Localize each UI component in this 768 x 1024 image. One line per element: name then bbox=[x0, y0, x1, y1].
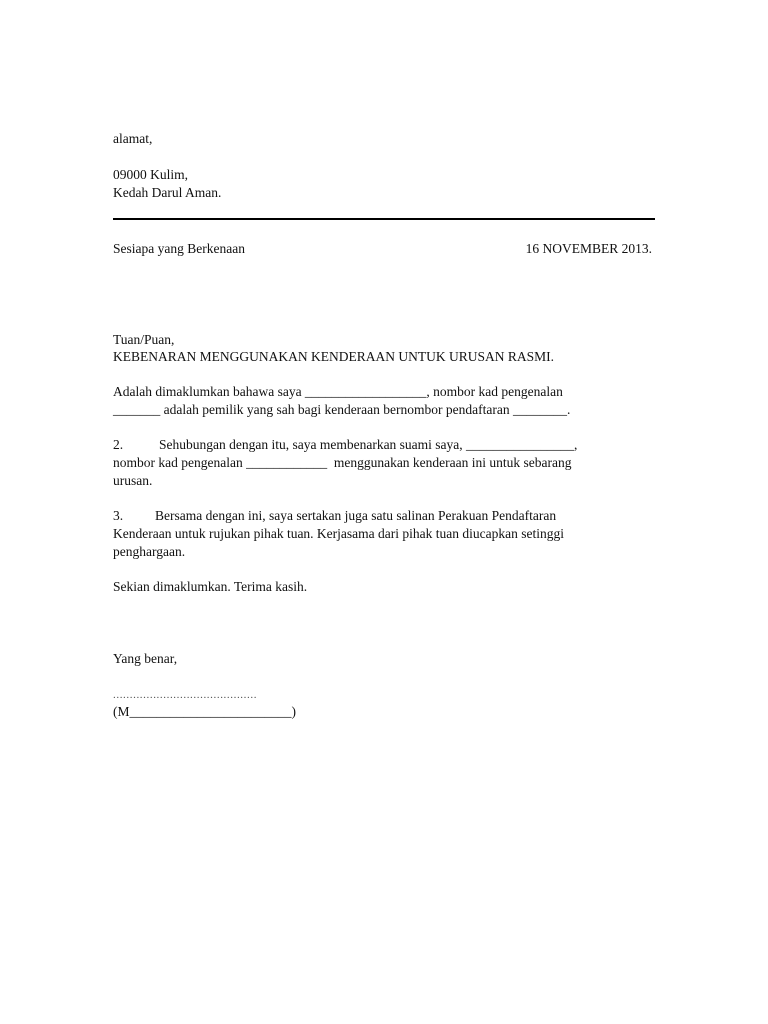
signature-dotted-line: ........................................... bbox=[113, 689, 258, 701]
para1-line2: _______ adalah pemilik yang sah bagi kenderaan bernombor pendaftaran ________. bbox=[113, 402, 571, 417]
para2-line1-row bbox=[113, 436, 577, 454]
para1-line1: Adalah dimaklumkan bahawa saya __________________, nombor kad pengenalan bbox=[113, 384, 563, 399]
signature-name: (M________________________) bbox=[113, 704, 296, 719]
para2-line2: nombor kad pengenalan ____________ menggunakan kenderaan ini untuk sebarang bbox=[113, 455, 572, 470]
address-line-3: Kedah Darul Aman. bbox=[113, 185, 222, 200]
subject-line: KEBENARAN MENGGUNAKAN KENDERAAN UNTUK URUSAN RASMI. bbox=[113, 349, 554, 364]
letter-date: 16 NOVEMBER 2013. bbox=[525, 241, 652, 256]
para2-line3: urusan. bbox=[113, 473, 153, 488]
signoff: Yang benar, bbox=[113, 651, 178, 666]
header-divider bbox=[113, 218, 655, 220]
para3-line3: penghargaan. bbox=[113, 544, 186, 559]
para3-number: 3. bbox=[113, 508, 124, 523]
para2-line1: Sehubungan dengan itu, saya membenarkan suami saya, ________________, bbox=[159, 437, 578, 452]
para3-line1: Bersama dengan ini, saya sertakan juga satu salinan Perakuan Pendaftaran bbox=[155, 508, 557, 523]
para3-line2: Kenderaan untuk rujukan pihak tuan. Kerjasama dari pihak tuan diucapkan setinggi bbox=[113, 526, 564, 541]
salutation: Tuan/Puan, bbox=[113, 332, 175, 347]
closing-line: Sekian dimaklumkan. Terima kasih. bbox=[113, 579, 308, 594]
para3-line1-row bbox=[113, 507, 556, 525]
recipient: Sesiapa yang Berkenaan bbox=[113, 241, 245, 256]
address-line-2: 09000 Kulim, bbox=[113, 167, 189, 182]
address-line-1: alamat, bbox=[113, 131, 153, 146]
para2-number: 2. bbox=[113, 437, 124, 452]
